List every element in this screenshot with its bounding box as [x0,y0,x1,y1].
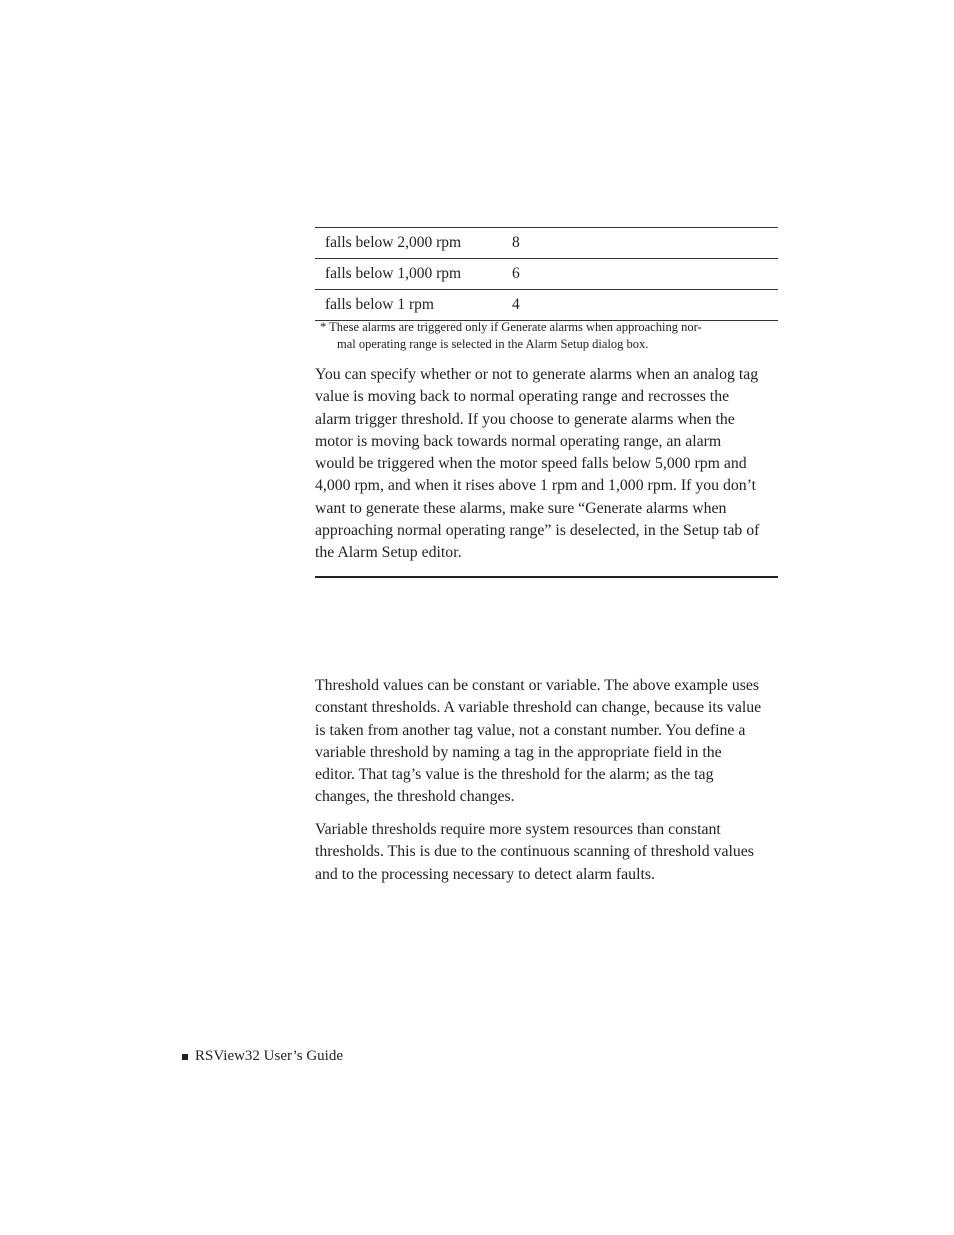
footnote-line: * These alarms are triggered only if Generate alarms when approaching nor- [320,320,702,334]
text-line: changes, the threshold changes. [315,788,515,806]
page-footer [182,1048,343,1065]
condition-cell: falls below 2,000 rpm [325,234,462,251]
severity-cell: 8 [512,234,520,251]
text-line: would be triggered when the motor speed falls below 5,000 rpm and [315,455,747,473]
alarm-threshold-table [315,227,778,321]
square-bullet-icon [182,1054,188,1060]
text-line: want to generate these alarms, make sure “Generate alarms when [315,499,727,517]
text-line: You can specify whether or not to generate alarms when an analog tag [315,366,759,383]
text-line: the Alarm Setup editor. [315,544,462,562]
text-line: alarm trigger threshold. If you choose to generate alarms when the [315,410,735,428]
text-line: editor. That tag’s value is the threshold for the alarm; as the tag [315,766,714,784]
text-line: thresholds. This is due to the continuous scanning of threshold values [315,843,754,861]
severity-cell: 6 [512,265,520,282]
text-line: motor is moving back towards normal operating range, an alarm [315,432,722,450]
text-line: approaching normal operating range” is deselected, in the Setup tab of [315,522,760,540]
table-row [315,228,778,259]
text-line: Variable thresholds require more system resources than constant [315,821,721,838]
condition-cell: falls below 1 rpm [325,296,434,313]
text-line: 4,000 rpm, and when it rises above 1 rpm and 1,000 rpm. If you don’t [315,477,757,495]
paragraph-threshold-values [315,675,780,809]
severity-cell: 4 [512,296,520,313]
text-line: variable threshold by naming a tag in the appropriate field in the [315,743,722,761]
text-line: value is moving back to normal operating range and recrosses the [315,388,730,406]
paragraph-variable-thresholds [315,819,780,886]
condition-cell: falls below 1,000 rpm [325,265,462,282]
table-footnote [320,319,760,353]
text-line: constant thresholds. A variable threshold can change, because its value [315,699,762,717]
section-divider [315,576,778,578]
text-line: is taken from another tag value, not a constant number. You define a [315,721,746,739]
paragraph-alarm-generation [315,364,780,565]
footnote-line: mal operating range is selected in the Alarm Setup dialog box. [337,337,649,351]
footer-title: RSView32 User’s Guide [195,1048,343,1064]
text-line: Threshold values can be constant or variable. The above example uses [315,677,760,694]
text-line: and to the processing necessary to detect alarm faults. [315,865,655,883]
table-row [315,259,778,290]
table-row [315,290,778,321]
